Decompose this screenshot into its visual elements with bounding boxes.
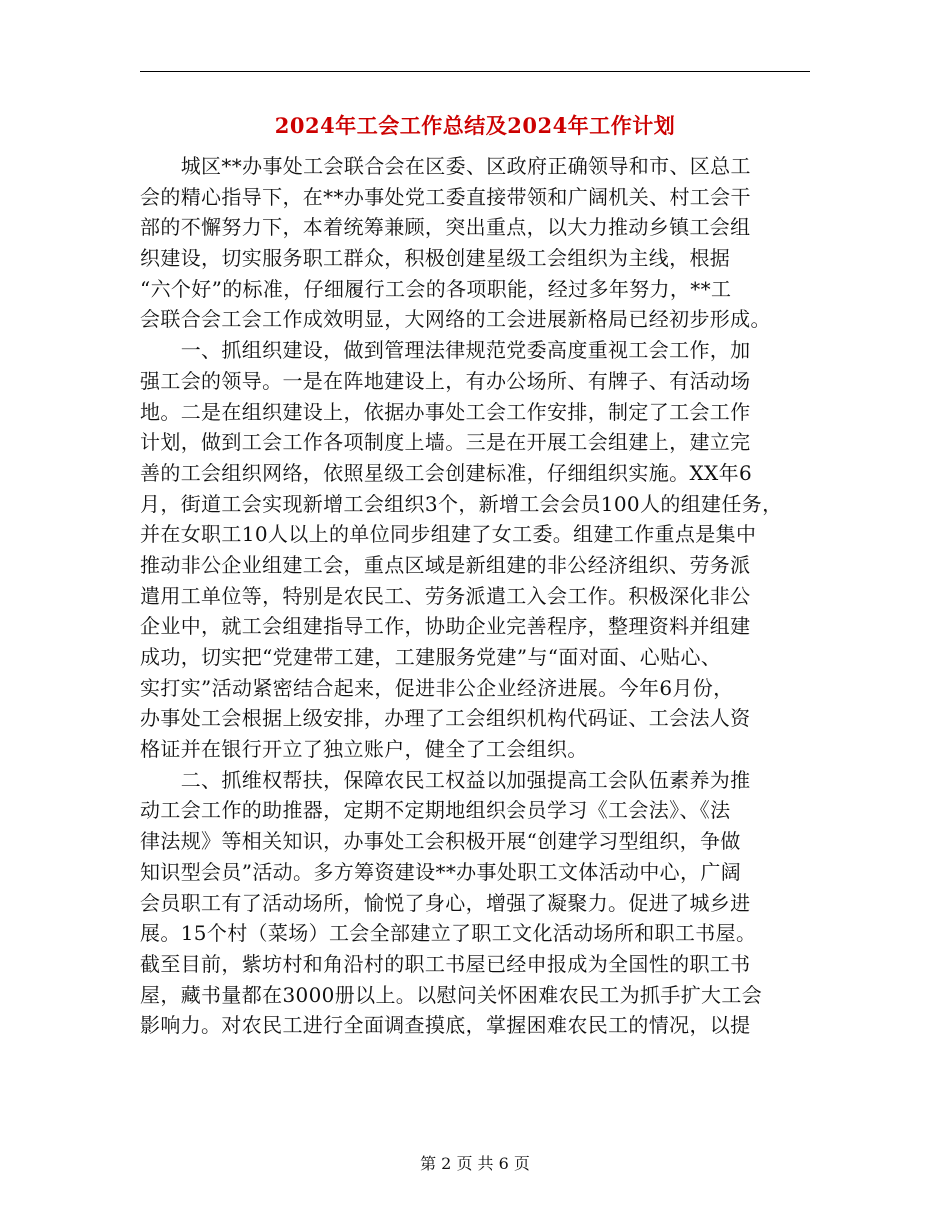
body-line: 律法规》等相关知识，办事处工会积极开展“创建学习型组织，争做 bbox=[140, 829, 741, 854]
body-line: 实打实”活动紧密结合起来，促进非公企业经济进展。今年6月份， bbox=[140, 675, 734, 700]
header-rule bbox=[140, 71, 810, 72]
body-line: 织建设，切实服务职工群众，积极创建星级工会组织为主线，根据 bbox=[140, 246, 731, 271]
body-line: 动工会工作的助推器，定期不定期地组织会员学习《工会法》、《法 bbox=[140, 798, 731, 823]
body-line: 地。二是在组织建设上，依据办事处工会工作安排，制定了工会工作 bbox=[140, 399, 751, 424]
body-line: 遣用工单位等，特别是农民工、劳务派遣工入会工作。积极深化非公 bbox=[140, 583, 751, 608]
body-line: 善的工会组织网络，依照星级工会创建标准，仔细组织实施。XX年6 bbox=[140, 460, 753, 485]
body-line: 会联合会工会工作成效明显，大网络的工会进展新格局已经初步形成。 bbox=[140, 307, 771, 332]
body-line: 影响力。对农民工进行全面调查摸底，掌握困难农民工的情况，以提 bbox=[140, 1013, 751, 1038]
page-number: 第 2 页 共 6 页 bbox=[420, 1154, 530, 1173]
body-line: 会的精心指导下，在**办事处党工委直接带领和广阔机关、村工会干 bbox=[140, 184, 751, 209]
body-line: 成功，切实把“党建带工建，工建服务党建”与“面对面、心贴心、 bbox=[140, 645, 722, 669]
body-line: 格证并在银行开立了独立账户，健全了工会组织。 bbox=[140, 737, 588, 762]
body-line: 部的不懈努力下，本着统筹兼顾，突出重点，以大力推动乡镇工会组 bbox=[140, 215, 751, 240]
body-line: 会员职工有了活动场所，愉悦了身心，增强了凝聚力。促进了城乡进 bbox=[140, 890, 751, 915]
document-title: 2024年工会工作总结及2024年工作计划 bbox=[274, 113, 676, 138]
body-line: 月，街道工会实现新增工会组织3个，新增工会会员100人的组建任务， bbox=[140, 491, 783, 516]
body-line: 截至目前，紫坊村和角沿村的职工书屋已经申报成为全国性的职工书 bbox=[140, 951, 751, 976]
body-line: 展。15个村（菜场）工会全部建立了职工文化活动场所和职工书屋。 bbox=[140, 921, 757, 946]
body-line: 计划，做到工会工作各项制度上墙。三是在开展工会组建上，建立完 bbox=[140, 430, 751, 455]
body-line: 企业中，就工会组建指导工作，协助企业完善程序，整理资料并组建 bbox=[140, 614, 751, 639]
body-line: 知识型会员”活动。多方筹资建设**办事处职工文体活动中心，广阔 bbox=[140, 859, 742, 884]
document-body bbox=[140, 151, 810, 1041]
body-line: 屋，藏书量都在3000册以上。以慰问关怀困难农民工为抓手扩大工会 bbox=[140, 982, 763, 1007]
body-line: 办事处工会根据上级安排，办理了工会组织机构代码证、工会法人资 bbox=[140, 706, 751, 731]
body-line: 二、抓维权帮扶，保障农民工权益以加强提高工会队伍素养为推 bbox=[140, 767, 751, 792]
body-line: 推动非公企业组建工会，重点区域是新组建的非公经济组织、劳务派 bbox=[140, 552, 751, 577]
body-line: 强工会的领导。一是在阵地建设上，有办公场所、有牌子、有活动场 bbox=[140, 368, 751, 393]
body-line: 并在女职工10人以上的单位同步组建了女工委。组建工作重点是集中 bbox=[140, 522, 757, 547]
body-line: 一、抓组织建设，做到管理法律规范党委高度重视工会工作，加 bbox=[140, 338, 751, 363]
body-line: “六个好”的标准，仔细履行工会的各项职能，经过多年努力，**工 bbox=[140, 276, 732, 301]
body-line: 城区**办事处工会联合会在区委、区政府正确领导和市、区总工 bbox=[140, 154, 751, 178]
